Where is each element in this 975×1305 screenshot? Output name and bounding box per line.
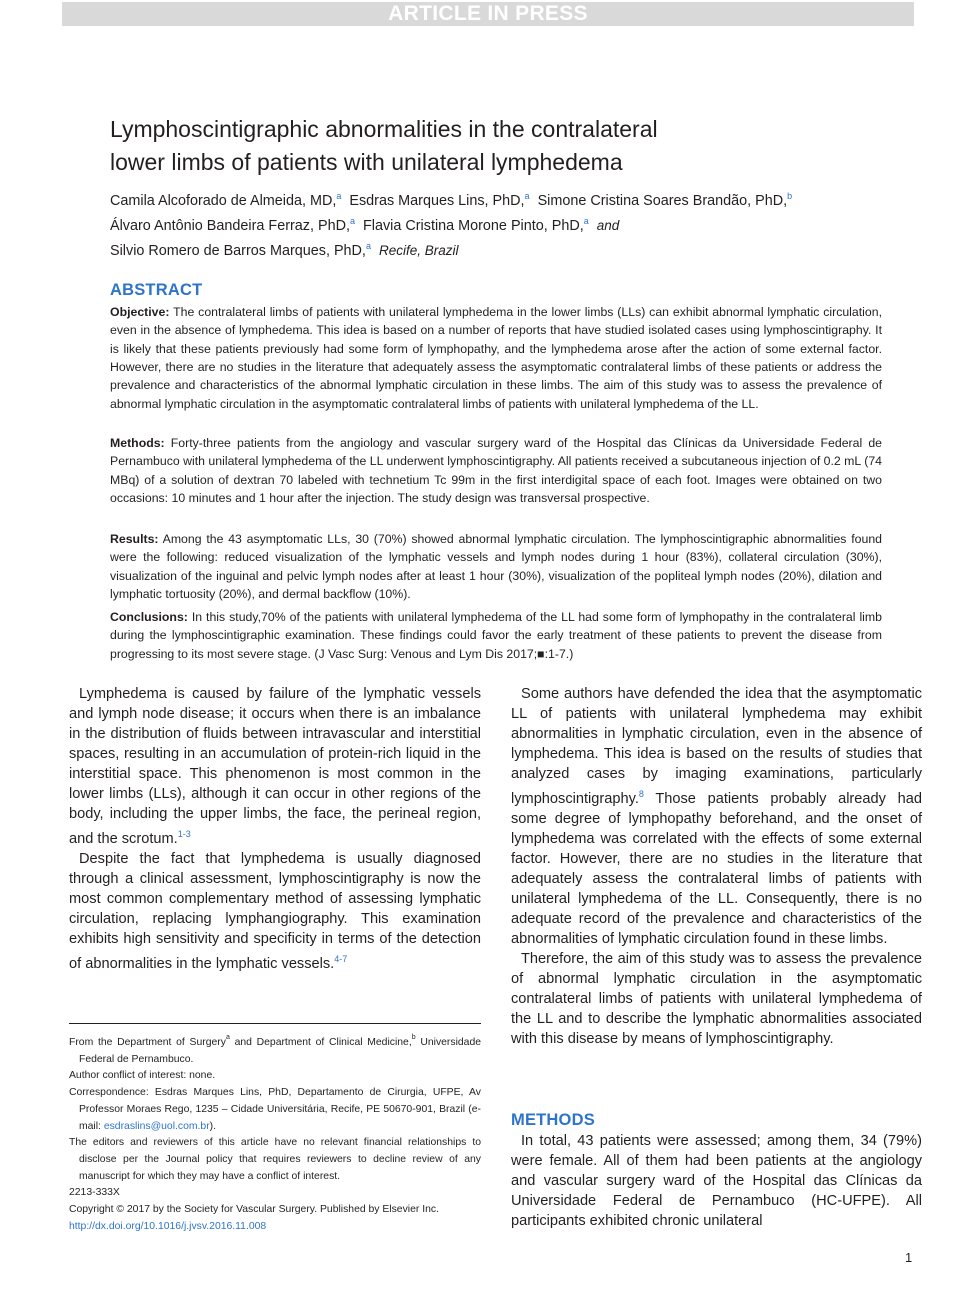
body-paragraph: Despite the fact that lymphedema is usually diagnosed through a clinical assessment, lymphoscintigraphy is now the most common complementary method of assessing lymphatic circulation, replacing lymphangiography. This examination exhibits high sensitivity and specificity in terms of the detection of abnormalities in the lymphatic vessels.$^{4-7}$ [69, 851, 481, 972]
title-line-2: lower limbs of patients with unilateral lymphedema [110, 149, 623, 175]
results-text: Among the 43 asymptomatic LLs, 30 (70%) showed abnormal lymphatic circulation. The lymphoscintigraphic abnormalities found were the following: reduced visualization of the lymphatic vessels and lymph nodes during 1 hour (83%), collateral circulation (30%), visualization of the inguinal and pelvic lymph nodes after at least 1 hour (30%), visualization of the popliteal lymph nodes (20%), dilation and lymphatic tortuosity (20%), and dermal backflow (10%). [110, 532, 882, 602]
right-column [511, 684, 922, 1049]
conclusions-label: Conclusions: [110, 610, 188, 624]
author-line-1 [110, 186, 900, 211]
footnote-divider [69, 1023, 481, 1024]
footnote-correspondence: Correspondence: Esdras Marques Lins, PhD, Departamento de Cirurgia, UFPE, Av Professor Moraes Rego, 1235 – Cidade Universitária, Recife, PE 50670-901, Brazil (e-mail: esdraslins@uol.com.br). [69, 1087, 481, 1132]
title-line-1: Lymphoscintigraphic abnormalities in the contralateral [110, 116, 658, 142]
author-2: Esdras Marques Lins, PhD, [349, 193, 525, 209]
affiliation-mark: b [787, 191, 793, 201]
methods-label: Methods: [110, 436, 165, 450]
citation-link[interactable]: 8 [638, 789, 644, 799]
issn: 2213-333X [69, 1187, 120, 1199]
author-4: Álvaro Antônio Bandeira Ferraz, PhD, [110, 218, 350, 234]
author-line-2 [110, 211, 900, 236]
banner-text: ARTICLE IN PRESS [388, 2, 588, 25]
footnote-conflict: Author conflict of interest: none. [69, 1070, 216, 1082]
author-6: Silvio Romero de Barros Marques, PhD, [110, 243, 366, 259]
email-link[interactable]: esdraslins@uol.com.br [103, 1120, 210, 1132]
article-title [110, 113, 870, 179]
affiliation-mark: a [349, 216, 355, 226]
methods-column [511, 1131, 922, 1231]
abstract-results [110, 530, 882, 603]
author-5: Flavia Cristina Morone Pinto, PhD, [362, 218, 584, 234]
footnote-editors: The editors and reviewers of this article have no relevant financial relationships to disclose per the Journal policy that requires reviewers to decline review of any manuscript for which they may have a conflict of interest. [69, 1137, 481, 1182]
page-number: 1 [905, 1250, 913, 1265]
citation-link[interactable]: 4-7 [334, 954, 348, 964]
results-label: Results: [110, 532, 159, 546]
body-paragraph: Lymphedema is caused by failure of the lymphatic vessels and lymph node disease; it occurs when there is an imbalance in the distribution of fluids between intravascular and interstitial spaces, resulting in an accumulation of protein-rich liquid in the interstitial space. This phenomenon is most common in the lower limbs (LLs), although it can occur in other regions of the body, including the upper limbs, the face, the perineal region, and the scrotum.$^{1-3}$ [69, 686, 481, 847]
copyright: Copyright © 2017 by the Society for Vascular Surgery. Published by Elsevier Inc. [69, 1204, 439, 1216]
objective-label: Objective: [110, 305, 170, 319]
doi-link[interactable]: http://dx.doi.org/10.1016/j.jvsv.2016.11.008 [69, 1220, 267, 1232]
abstract-objective [110, 303, 882, 413]
affiliation-mark: a [365, 241, 371, 251]
author-line-3 [110, 236, 900, 261]
footnote-affiliations: From the Department of Surgery$^a$ and Department of Clinical Medicine,$^b$ Universidade Federal de Pernambuco. [69, 1034, 482, 1065]
abstract-conclusions [110, 608, 882, 663]
affiliation-mark: a [524, 191, 530, 201]
body-paragraph: Some authors have defended the idea that the asymptomatic LL of patients with unilateral lymphedema may exhibit abnormalities in lymphatic circulation, even in the absence of lymphedema. This idea is based on the results of studies that analyzed cases by imaging examinations, particularly lymphoscintigraphy.$^8$ Those patients probably already had some degree of lymphopathy beforehand, and the onset of lymphedema was correlated with the effects of some external factor. However, there are no studies in the literature that adequately assess the contralateral limbs of patients with unilateral lymphedema of the LL. Consequently, there is no adequate record of the prevalence and characteristics of the abnormalities of lymphatic circulation found in these limbs. [511, 686, 922, 947]
conclusions-text: In this study,70% of the patients with unilateral lymphedema of the LL had some form of lymphopathy in the contralateral limb during the lymphoscintigraphic examination. These findings could favor the early treatment of these patients to prevent the disease from progressing to its most severe stage. (J Vasc Surg: Venous and Lym Dis 2017;■:1-7.) [110, 610, 882, 661]
author-list [110, 186, 900, 261]
body-paragraph: Therefore, the aim of this study was to assess the prevalence of abnormal lymphatic circulation in the asymptomatic contralateral limbs of patients with unilateral lymphedema of the LL and to describe the lymphatic abnormalities associated with this disease by means of lymphoscintigraphy. [511, 951, 922, 1047]
article-in-press-banner [62, 2, 914, 26]
footnotes [69, 1030, 481, 1235]
author-3: Simone Cristina Soares Brandão, PhD, [537, 193, 788, 209]
abstract-heading: ABSTRACT [110, 281, 203, 299]
abstract-methods [110, 434, 882, 507]
author-and: and [596, 218, 620, 233]
affiliation-mark: a [583, 216, 589, 226]
methods-heading: METHODS [511, 1111, 595, 1129]
body-paragraph: In total, 43 patients were assessed; among them, 34 (79%) were female. All of them had been patients at the angiology and vascular surgery ward of the Hospital das Clínicas da Universidade Federal de Pernambuco (HC-UFPE). All participants exhibited chronic unilateral [511, 1133, 922, 1229]
author-location: Recife, Brazil [378, 243, 459, 258]
affiliation-mark: a [336, 191, 342, 201]
left-column [69, 684, 481, 974]
citation-link[interactable]: 1-3 [177, 829, 191, 839]
objective-text: The contralateral limbs of patients with unilateral lymphedema in the lower limbs (LLs) can exhibit abnormal lymphatic circulation, even in the absence of lymphedema. This idea is based on a number of reports that have studied isolated cases using lymphoscintigraphy. It is likely that these patients previously had some form of lymphopathy, and the lymphedema arose after the action of some external factor. However, there are no studies in the literature that adequately assess the asymptomatic contralateral limbs of these patients or address the prevalence and characteristics of the abnormal lymphatic circulation in these limbs. The aim of this study was to assess the prevalence of abnormal lymphatic circulation in the asymptomatic contralateral limbs of patients with unilateral lymphedema of the LL. [110, 305, 882, 411]
methods-text: Forty-three patients from the angiology and vascular surgery ward of the Hospital das Clínicas da Universidade Federal de Pernambuco with unilateral lymphedema of the LL underwent lymphoscintigraphy. All patients received a subcutaneous injection of 0.2 mL (74 MBq) of a solution of dextran 70 labeled with technetium Tc 99m in the first interdigital space of each foot. Images were obtained on two occasions: 10 minutes and 1 hour after the injection. The study design was transversal prospective. [110, 436, 882, 506]
author-1: Camila Alcoforado de Almeida, MD, [110, 193, 337, 209]
